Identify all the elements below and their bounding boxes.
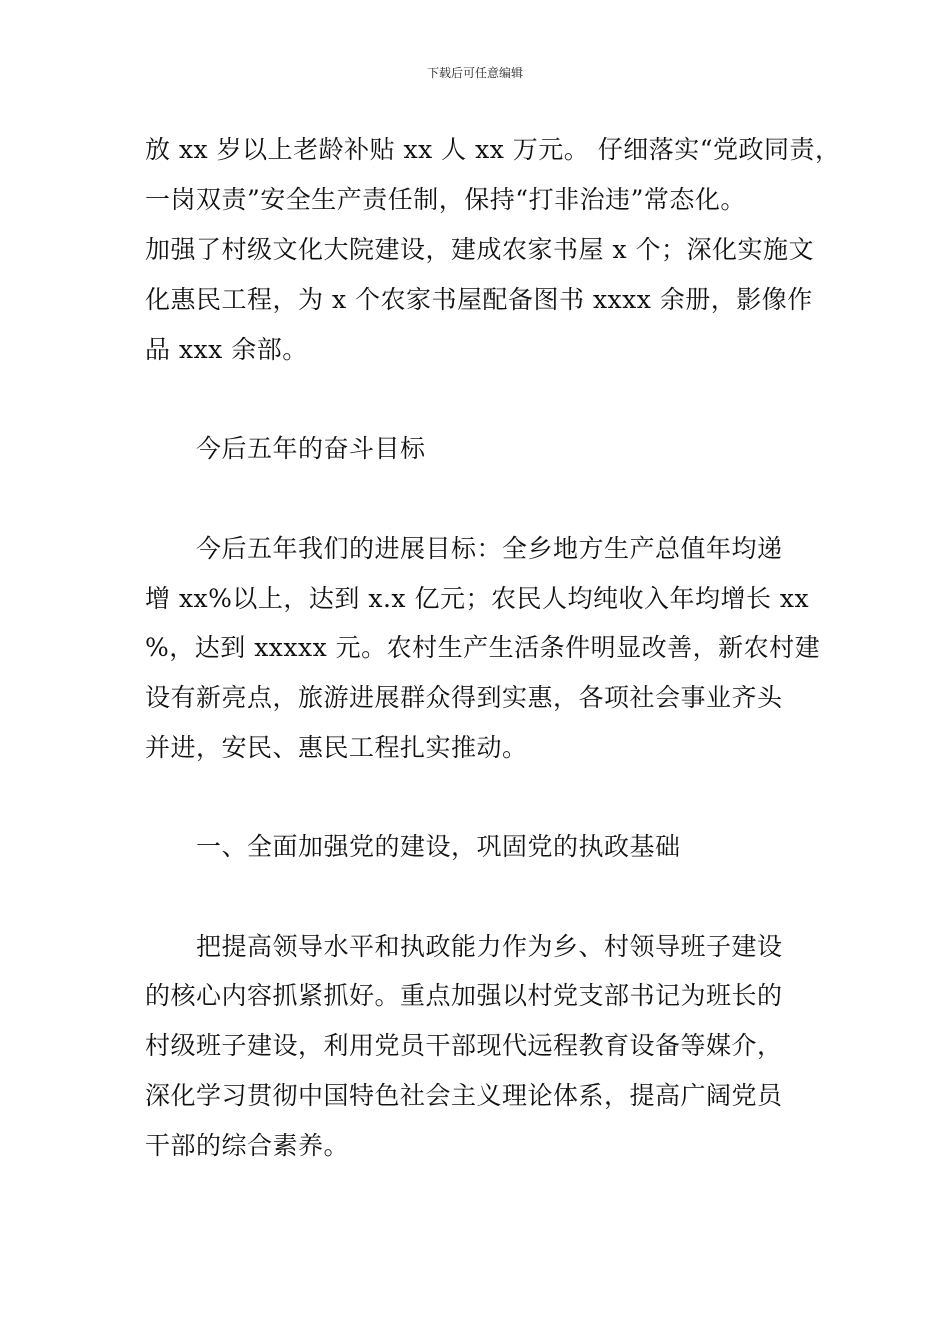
paragraph-2-line-5: 并进，安民、惠民工程扎实推动。: [145, 733, 528, 762]
paragraph-2-line-1: 今后五年我们的进展目标：全乡地方生产总值年均递: [196, 534, 783, 563]
paragraph-1-line-5: 品 xxx 余部。: [145, 335, 308, 364]
section-heading-party-building: 一、全面加强党的建设，巩固党的执政基础: [196, 832, 681, 861]
paragraph-2-line-2: 增 xx%以上，达到 x.x 亿元；农民人均纯收入年均增长 xx: [145, 584, 810, 613]
paragraph-1-line-3: 加强了村级文化大院建设，建成农家书屋 x 个；深化实施文: [145, 235, 814, 264]
paragraph-1-line-1: 放 xx 岁以上老龄补贴 xx 人 xx 万元。 仔细落实“党政同责，: [145, 135, 841, 164]
section-heading-goals: 今后五年的奋斗目标: [196, 434, 426, 463]
paragraph-2-line-4: 设有新亮点，旅游进展群众得到实惠，各项社会事业齐头: [145, 683, 783, 712]
paragraph-2-line-3: %，达到 xxxxx 元。农村生产生活条件明显改善，新农村建: [145, 633, 821, 662]
paragraph-3-line-3: 村级班子建设，利用党员干部现代远程教育设备等媒介，: [145, 1031, 783, 1060]
page-header: 下载后可任意编辑: [426, 66, 523, 80]
paragraph-3-line-4: 深化学习贯彻中国特色社会主义理论体系，提高广阔党员: [145, 1081, 783, 1110]
paragraph-3-line-1: 把提高领导水平和执政能力作为乡、村领导班子建设: [196, 932, 783, 961]
paragraph-1-line-4: 化惠民工程，为 x 个农家书屋配备图书 xxxx 余册，影像作: [145, 285, 813, 314]
paragraph-3-line-5: 干部的综合素养。: [145, 1131, 350, 1160]
paragraph-1-line-2: 一岗双责”安全生产责任制，保持“打非治违”常态化。: [145, 185, 746, 214]
paragraph-3-line-2: 的核心内容抓紧抓好。重点加强以村党支部书记为班长的: [145, 981, 783, 1010]
